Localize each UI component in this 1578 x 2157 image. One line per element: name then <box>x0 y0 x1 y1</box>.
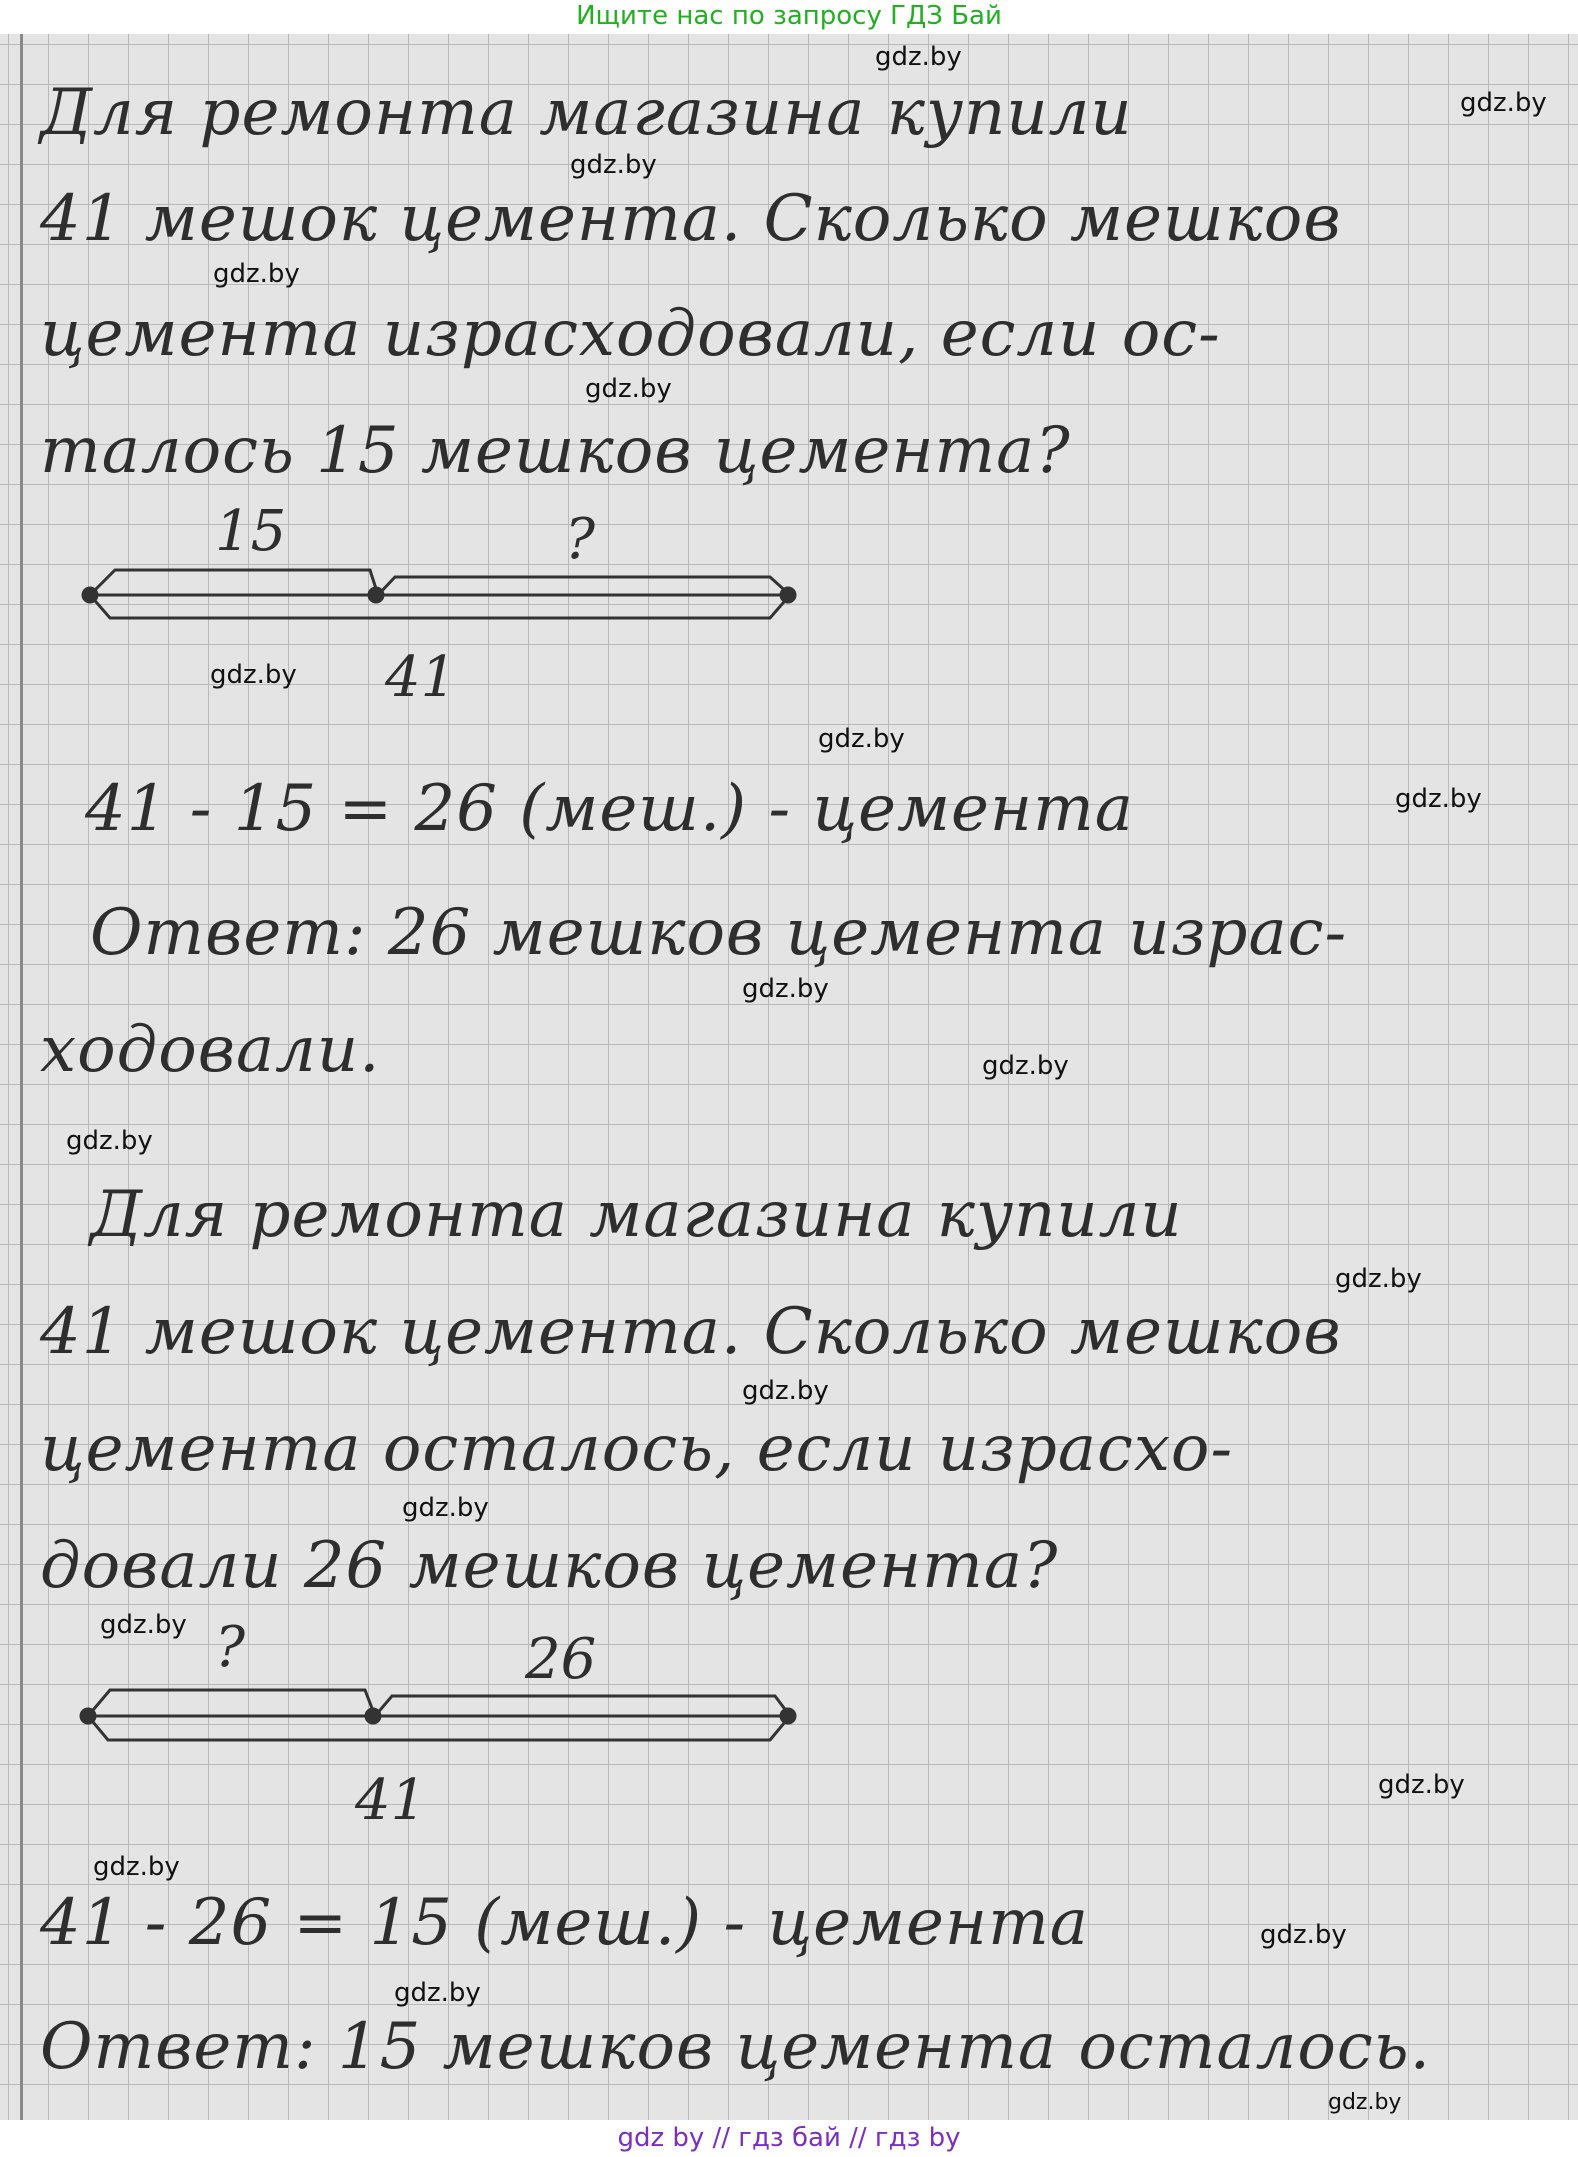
watermark: gdz.by <box>394 1978 481 2008</box>
task1-line: Для ремонта магазина купили <box>40 76 1133 150</box>
watermark: gdz.by <box>818 724 905 754</box>
notebook-page <box>0 34 1578 2120</box>
watermark: gdz.by <box>210 660 297 690</box>
watermark: gdz.by <box>570 150 657 180</box>
task2-segment-diagram <box>81 1690 795 1740</box>
task2-line: 41 мешок цемента. Сколько мешков <box>40 1295 1342 1369</box>
watermark: gdz.by <box>66 1126 153 1156</box>
task2-line: цемента осталось, если израсхо- <box>40 1412 1234 1486</box>
task1-line: 41 мешок цемента. Сколько мешков <box>40 182 1342 256</box>
task1-line: цемента израсходовали, если ос- <box>40 297 1221 371</box>
task2-line: Для ремонта магазина купили <box>90 1178 1183 1252</box>
task1-answer: Ответ: 26 мешков цемента израс- <box>90 896 1348 970</box>
watermark: gdz.by <box>93 1852 180 1882</box>
watermark: gdz.by <box>1460 88 1547 118</box>
site-footer-links[interactable]: gdz by // гдз бай // гдз by <box>0 2120 1578 2157</box>
watermark: gdz.by <box>1335 1264 1422 1294</box>
watermark: gdz.by <box>742 1376 829 1406</box>
watermark: gdz.by <box>1260 1920 1347 1950</box>
diagram-unknown-label: ? <box>565 507 596 572</box>
watermark: gdz.by <box>100 1610 187 1640</box>
watermark: gdz.by <box>402 1493 489 1523</box>
watermark: gdz.by <box>213 259 300 289</box>
watermark: gdz.by <box>585 374 672 404</box>
task1-answer: ходовали. <box>40 1013 381 1087</box>
watermark: gdz.by <box>1328 2090 1402 2115</box>
task2-solution: 41 - 26 = 15 (меш.) - цемента <box>40 1886 1089 1960</box>
watermark: gdz.by <box>742 974 829 1004</box>
diagram-unknown-label: ? <box>215 1615 246 1680</box>
watermark: gdz.by <box>982 1051 1069 1081</box>
task2-answer: Ответ: 15 мешков цемента осталось. <box>40 2010 1431 2084</box>
watermark: gdz.by <box>1378 1770 1465 1800</box>
task1-solution: 41 - 15 = 26 (меш.) - цемента <box>85 772 1134 846</box>
diagram-part-label: 26 <box>525 1627 597 1692</box>
task1-line: талось 15 мешков цемента? <box>40 414 1071 488</box>
diagram-total-label: 41 <box>385 645 457 710</box>
task2-line: довали 26 мешков цемента? <box>40 1529 1059 1603</box>
watermark: gdz.by <box>875 42 962 72</box>
task1-segment-diagram <box>83 570 795 618</box>
search-hint-banner: Ищите нас по запросу ГДЗ Бай <box>0 0 1578 34</box>
diagram-part-label: 15 <box>215 499 287 564</box>
diagram-total-label: 41 <box>355 1768 427 1833</box>
watermark: gdz.by <box>1395 784 1482 814</box>
